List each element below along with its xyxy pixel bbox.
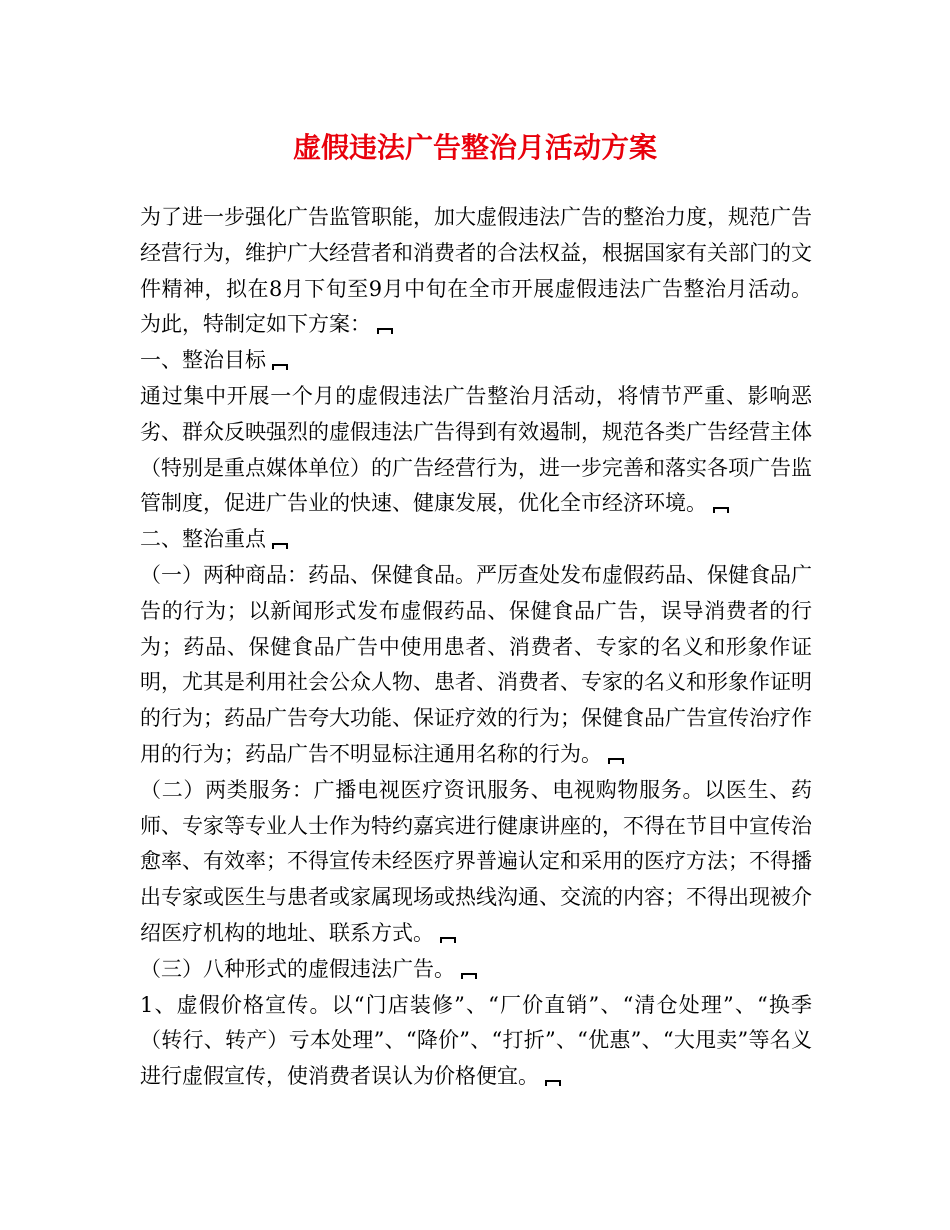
paragraph-text: 一、整治目标 <box>140 348 266 373</box>
paragraph-mark-icon <box>461 973 477 979</box>
goal-paragraph <box>140 379 812 522</box>
paragraph-text: （三）八种形式的虚假违法广告。 <box>140 956 455 981</box>
paragraph-text: （一）两种商品：药品、保健食品。严厉查处发布虚假药品、保健食品广告的行为；以新闻形式发布虚假药品、保健食品广告，误导消费者的行为；药品、保健食品广告中使用患者、消费者、专家的名义和形象作证明，尤其是利用社会公众人物、患者、消费者、专家的名义和形象作证明的行为；药品广告夸大功能、保证疗效的行为；保健食品广告宣传治疗作用的行为；药品广告不明显标注通用名称的行为。 <box>140 562 812 766</box>
paragraph-mark-icon <box>377 328 393 334</box>
paragraph-mark-icon <box>440 937 456 943</box>
paragraph-text: （二）两类服务：广播电视医疗资讯服务、电视购物服务。以医生、药师、专家等专业人士作为特约嘉宾进行健康讲座的，不得在节目中宣传治愈率、有效率；不得宣传未经医疗界普遍认定和采用的医疗方法；不得播出专家或医生与患者或家属现场或热线沟通、交流的内容；不得出现被介绍医疗机构的地址、联系方式。 <box>140 777 812 945</box>
document-body <box>140 200 812 1095</box>
section-heading-focus <box>140 522 812 558</box>
paragraph-text: 通过集中开展一个月的虚假违法广告整治月活动，将情节严重、影响恶劣、群众反映强烈的虚假违法广告得到有效遏制，规范各类广告经营主体（特别是重点媒体单位）的广告经营行为，进一步完善和落实各项广告监管制度，促进广告业的快速、健康发展，优化全市经济环境。 <box>140 383 812 516</box>
focus-item-forms <box>140 952 812 988</box>
paragraph-mark-icon <box>272 543 288 549</box>
intro-paragraph <box>140 200 812 343</box>
focus-item-products <box>140 558 812 773</box>
focus-item-services <box>140 773 812 952</box>
paragraph-mark-icon <box>272 364 288 370</box>
form-item-price <box>140 988 812 1095</box>
section-heading-goal <box>140 343 812 379</box>
document-title: 虚假违法广告整治月活动方案 <box>292 131 657 164</box>
paragraph-mark-icon <box>713 507 729 513</box>
paragraph-mark-icon <box>545 1080 561 1086</box>
paragraph-mark-icon <box>608 758 624 764</box>
paragraph-text: 1、虚假价格宣传。以“门店装修”、“厂价直销”、“清仓处理”、“换季（转行、转产）亏本处理”、“降价”、“打折”、“优惠”、“大甩卖”等名义进行虚假宣传，使消费者误认为价格便宜。 <box>140 992 812 1089</box>
paragraph-text: 为了进一步强化广告监管职能，加大虚假违法广告的整治力度，规范广告经营行为，维护广大经营者和消费者的合法权益，根据国家有关部门的文件精神，拟在8月下旬至9月中旬在全市开展虚假违法广告整治月活动。为此，特制定如下方案： <box>140 205 812 337</box>
paragraph-text: 二、整治重点 <box>140 527 266 552</box>
